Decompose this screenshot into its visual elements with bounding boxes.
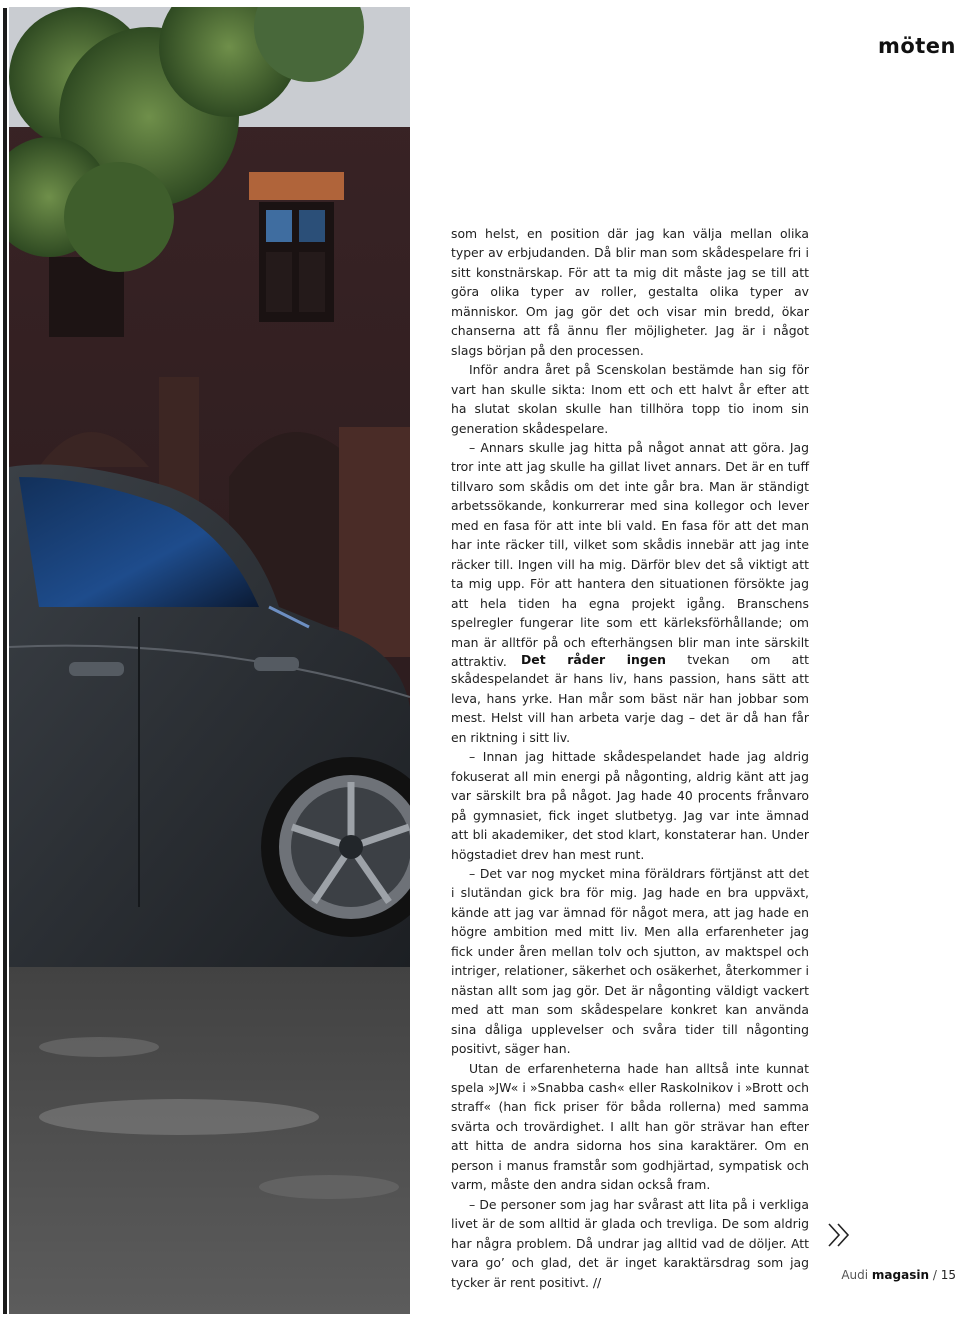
paragraph: Utan de erfarenheterna hade han alltså inte kunnat spela »JW« i »Snabba cash« eller Raskolnikov i »Brott och straff« (han fick priser för båda rollerna) med samma svärta och trovärdighet. I allt han gör strävar han efter att hitta de andra sidorna hos sina karaktärer. Om en person i manus framstår som godhjärtad, sympatisk och varm, måste den andra sidan också fram. <box>451 1060 809 1193</box>
section-title: möten <box>877 34 956 58</box>
paragraph: Inför andra året på Scenskolan bestämde han sig för vart han skulle sikta: Inom ett och ett halvt år efter att ha slutat skolan skulle han tillhöra topp tio inom sin generation skådespelare. <box>451 362 809 436</box>
paragraph-text: tvekan om att skådespelandet är hans liv, hans passion, hans sätt att leva, hans yrke. Han mår som bäst när han jobbar som mest. Helst vill han arbeta varje dag – det är då han får en riktning i sitt liv. <box>451 652 809 745</box>
car-photo <box>9 7 410 1314</box>
paragraph: – De personer som jag har svårast att lita på i verkliga livet är de som alltid är glada och trevliga. De som aldrig har några problem. Då undrar jag alltid vad de döljer. Att vara go’ och glad, det är inget karaktärsdrag som jag tycker är rent positivt. // <box>451 1196 809 1290</box>
lead-in: Det råder ingen <box>521 652 666 667</box>
page-number: 15 <box>940 1268 956 1282</box>
article-column-bottom <box>451 650 809 1292</box>
page-footer <box>841 1268 956 1282</box>
paragraph: – Annars skulle jag hitta på något annat att göra. Jag tror inte att jag skulle ha gillat livet annars. Det är en tuff tillvaro som skådis om det inte går bra. Man är ständigt arbetssökande, konkurrerar med sina kollegor och lever med en fasa för att inte bli vald. En fasa för att det man har inte räcker till, vilket som skådis innebär att jag inte räcker till. Ingen vill ha mig. Därför blev det så viktigt att ta mig upp. För att hantera den situationen försökte jag att hela tiden ha egna projekt igång. Branschens spelregler fungerar lite som ett kärleksförhållande; om man är alltför på och efterhängsen blir man inte särskilt attraktiv. <box>451 439 809 669</box>
double-chevron-right-icon <box>826 1222 852 1248</box>
footer-brand-audi: Audi <box>841 1268 869 1282</box>
paragraph: som helst, en position där jag kan välja mellan olika typer av erbjudanden. Då blir man som skådespelare fri i sitt konstnärskap. För att ta mig dit måste jag se till att göra olika typer av roller, gestalta olika typer av människor. Om jag gör det och visar min bredd, ökar chanserna att få ännu fler möjligheter. Jag är i något slags början på den processen. <box>451 226 809 358</box>
footer-brand-magasin: magasin <box>871 1268 930 1282</box>
footer-separator: / <box>932 1268 937 1282</box>
left-edge-rule <box>3 8 7 1314</box>
paragraph: – Det var nog mycket mina föräldrars förtjänst att det i slutändan gick bra för mig. Jag hade en bra uppväxt, kände att jag var ämnad för något mera, att jag hade en högre ambition med mitt liv. Men alla erfarenheter jag fick under åren mellan tolv och sjutton, av maktspel och intriger, relationer, säkerhet och osäkerhet, återkommer i nästan allt som jag gör. Det är någonting väldigt vackert med att man som skådespelare konkret kan använda sina dåliga upplevelser och svåra tider till någonting positivt, säger han. <box>451 865 809 1057</box>
car-photo-illustration <box>9 7 410 1314</box>
paragraph <box>451 650 809 747</box>
article-column-top <box>451 224 809 671</box>
paragraph: – Innan jag hittade skådespelandet hade jag aldrig fokuserat all min energi på någonting, aldrig känt att jag var särskilt bra på något. Jag hade 40 procents frånvaro på gymnasiet, fick inget slutbetyg. Jag var inte ämnad att bli akademiker, det stod klart, konstaterar han. Under högstadiet drev han mest runt. <box>451 749 809 862</box>
